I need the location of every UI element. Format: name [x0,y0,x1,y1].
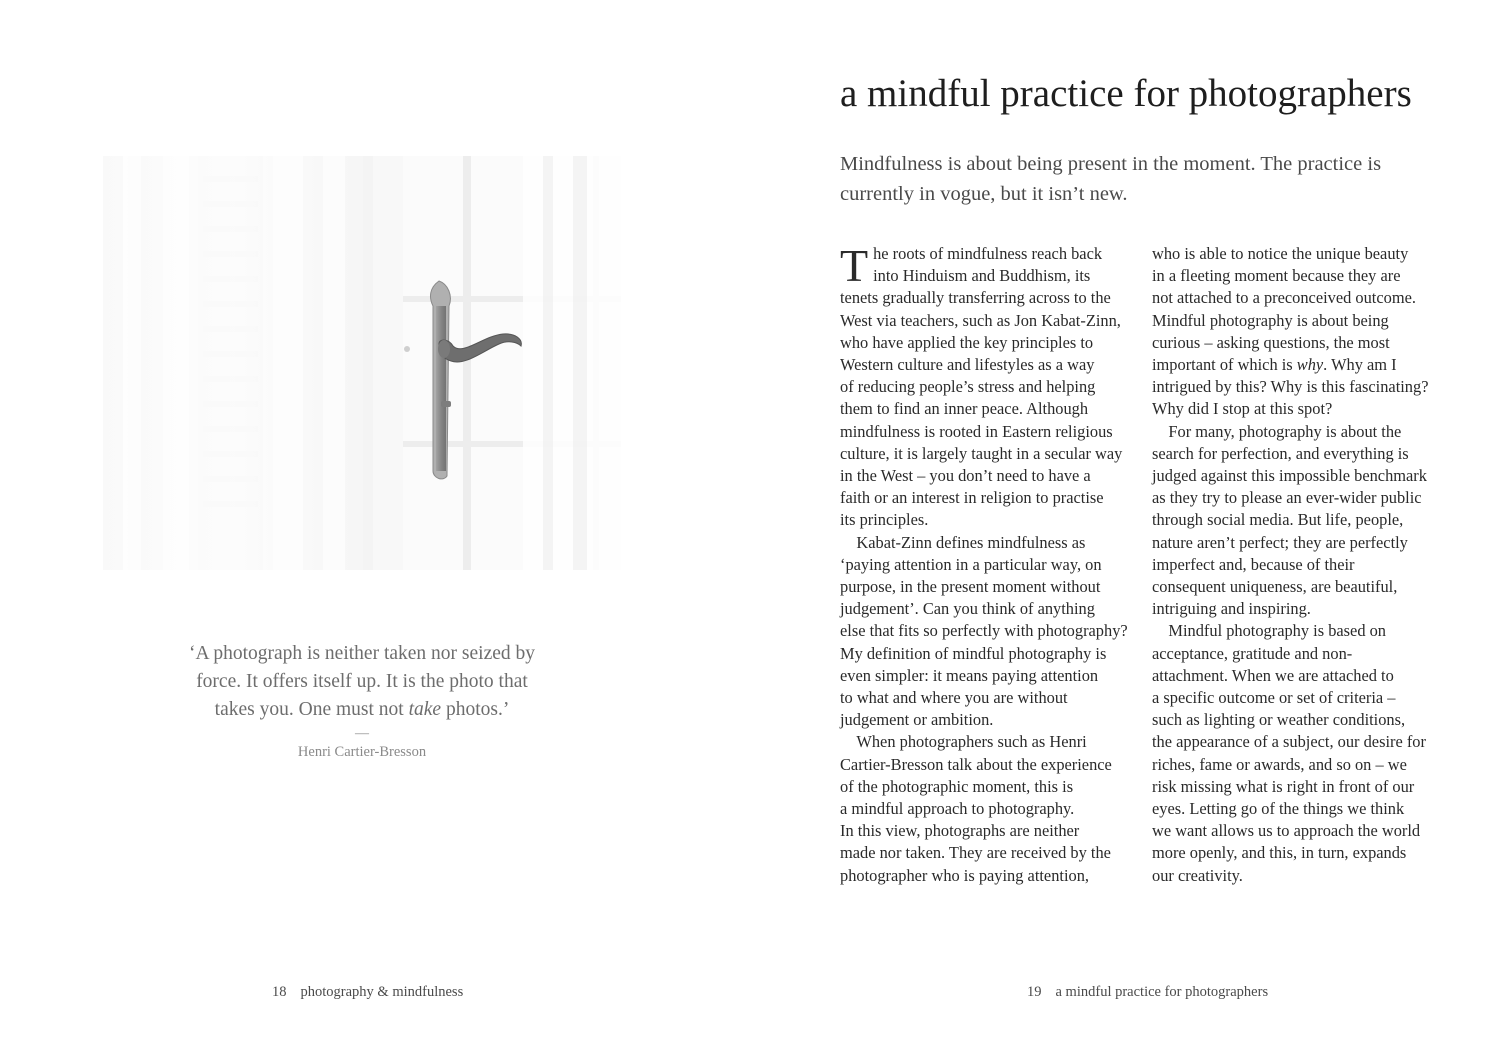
left-page-footer [272,982,463,1002]
quote-line-1: ‘A photograph is neither taken nor seized by [188,643,536,664]
body-paragraph-4: who is able to notice the unique beauty in a fleeting moment because they are not attached to a preconceived outcome. Mindful photography is about being curious – asking questions, the most important of which is why. Why am I intrigued by this? Why is this fascinating? Why did I stop at this spot? [1152,244,1429,419]
running-head-right: a mindful practice for photographers [1055,984,1269,1000]
quote-line-3: takes you. One must not take photos.’ [214,699,510,720]
body-paragraph-1: he roots of mindfulness reach back into Hinduism and Buddhism, its tenets gradually transferring across to the West via teachers, such as Jon Kabat-Zinn, who have applied the key principles to Western culture and lifestyles as a way of reducing people’s stress and helping them to find an inner peace. Although mindfulness is rooted in Eastern religious culture, it is largely taught in a secular way in the West – you don’t need to have a faith or an interest in religion to practise its principles. [840,244,1123,530]
body-paragraph-3: When photographers such as Henri Cartier-Bresson talk about the experience of the photographic moment, this is a mindful approach to photography. In this view, photographs are neither made nor taken. They are received by the photographer who is paying attention, [840,732,1112,885]
body-paragraph-6: Mindful photography is based on acceptance, gratitude and non- attachment. When we are attached to a specific outcome or set of criteria – such as lighting or weather conditions, the appearance of a subject, our desire for riches, fame or awards, and so on – we risk missing what is right in front of our eyes. Letting go of the things we think we want allows us to approach the world more openly, and this, in turn, expands our creativity. [1152,621,1426,885]
body-emphasis-why: why [1296,355,1324,375]
body-paragraph-5: For many, photography is about the search for perfection, and everything is judged against this impossible benchmark as they try to please an ever-wider public through social media. But life, people, nature aren’t perfect; they are perfectly imperfect and, because of their consequent uniqueness, are beautiful, intriguing and inspiring. [1152,421,1427,619]
quote-emphasis: take [408,699,442,720]
body-column-right [1152,243,1444,887]
chapter-title: a mindful practice for photographers [840,72,1412,115]
drop-cap: T [840,240,869,291]
pull-quote [180,640,544,762]
quote-line-2: force. It offers itself up. It is the photo that [196,671,528,692]
right-page-footer [1027,982,1268,1002]
window-door-handle-photo [103,156,621,570]
intro-paragraph: Mindfulness is about being present in the moment. The practice is currently in vogue, but it isn’t new. [840,153,1382,205]
page-number-left: 18 [272,984,287,1000]
body-column-left [840,240,1130,887]
page-number-right: 19 [1027,984,1042,1000]
quote-author: Henri Cartier-Bresson [297,744,427,760]
running-head-left: photography & mindfulness [300,984,464,1000]
body-paragraph-2: Kabat-Zinn defines mindfulness as ‘paying attention in a particular way, on purpose, in the present moment without judgement’. Can you think of anything else that fits so perfectly with photography? My definition of mindful photography is even simpler: it means paying attention to what and where you are without judgement or ambition. [840,532,1128,730]
quote-dash: — [355,726,369,741]
